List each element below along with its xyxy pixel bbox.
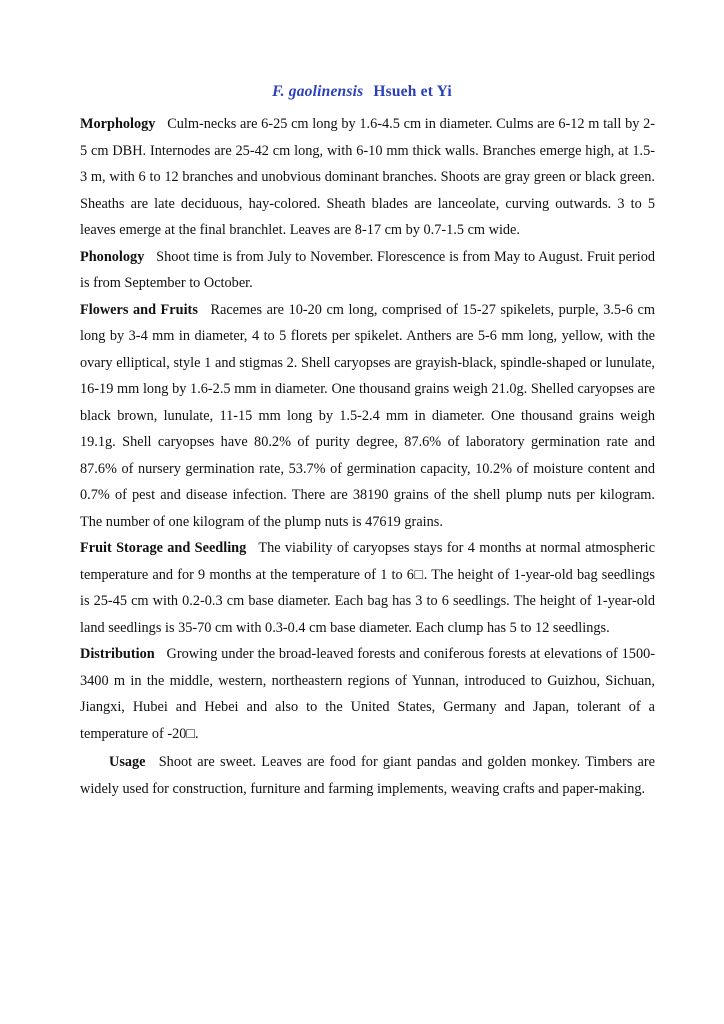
species-title — [0, 83, 724, 101]
species-authority: Hsueh et Yi — [373, 83, 452, 100]
section-text: Growing under the broad-leaved forests and coniferous forests at elevations of 1500-3400 m in the middle, western, northeastern regions of Yunnan, introduced to Guizhou, Sichuan, Jiangxi, Hubei and Hebei and also to the United States, Germany and Japan, tolerant of a temperature of -20□. — [80, 646, 655, 742]
section-heading: Flowers and Fruits — [80, 301, 198, 318]
section-heading: Fruit Storage and Seedling — [80, 540, 247, 556]
section-text: Shoot are sweet. Leaves are food for giant pandas and golden monkey. Timbers are widely used for construction, furniture and farming implements, weaving crafts and paper-making. — [80, 754, 655, 797]
species-name: F. gaolinensis — [272, 83, 364, 100]
usage-paragraph — [80, 749, 655, 802]
section-heading: Usage — [109, 754, 146, 770]
morphology-paragraph — [80, 111, 655, 244]
flowers-fruits-paragraph — [80, 297, 655, 536]
document-body — [80, 111, 655, 802]
section-text: Culm-necks are 6-25 cm long by 1.6-4.5 cm in diameter. Culms are 6-12 m tall by 2-5 cm DBH. Internodes are 25-42 cm long, with 6-10 mm thick walls. Branches emerge high, at 1.5-3 m, with 6 to 12 branches and unobvious dominant branches. Shoots are gray green or black green. Sheaths are late deciduous, hay-colored. Sheath blades are lanceolate, curving outwards. 3 to 5 leaves emerge at the final branchlet. Leaves are 8-17 cm by 0.7-1.5 cm wide. — [80, 116, 655, 238]
section-heading: Morphology — [80, 116, 156, 132]
distribution-paragraph — [80, 641, 655, 747]
fruit-storage-paragraph — [80, 535, 655, 641]
section-text: Racemes are 10-20 cm long, comprised of 15-27 spikelets, purple, 3.5-6 cm long by 3-4 mm in diameter, 4 to 5 florets per spikelet. Anthers are 5-6 mm long, yellow, with the ovary elliptical, style 1 and stigmas 2. Shell caryopses are grayish-black, spindle-shaped or lunulate, 16-19 mm long by 1.6-2.5 mm in diameter. One thousand grains weigh 21.0g. Shelled caryopses are black brown, lunulate, 11-15 mm long by 1.5-2.4 mm in diameter. One thousand grains weigh 19.1g. Shell caryopses have 80.2% of purity degree, 87.6% of laboratory germination rate and 87.6% of nursery germination rate, 53.7% of germination capacity, 10.2% of moisture content and 0.7% of pest and disease infection. There are 38190 grains of the shell plump nuts per kilogram. The number of one kilogram of the plump nuts is 47619 grains. — [80, 301, 655, 530]
section-text: Shoot time is from July to November. Florescence is from May to August. Fruit period is from September to October. — [80, 248, 655, 291]
phonology-paragraph — [80, 244, 655, 297]
section-heading: Distribution — [80, 646, 155, 662]
section-text: The viability of caryopses stays for 4 months at normal atmospheric temperature and for 9 months at the temperature of 1 to 6□. The height of 1-year-old bag seedlings is 25-45 cm with 0.2-0.3 cm base diameter. Each bag has 3 to 6 seedlings. The height of 1-year-old land seedlings is 35-70 cm with 0.3-0.4 cm base diameter. Each clump has 5 to 12 seedlings. — [80, 540, 655, 636]
section-heading: Phonology — [80, 248, 145, 265]
